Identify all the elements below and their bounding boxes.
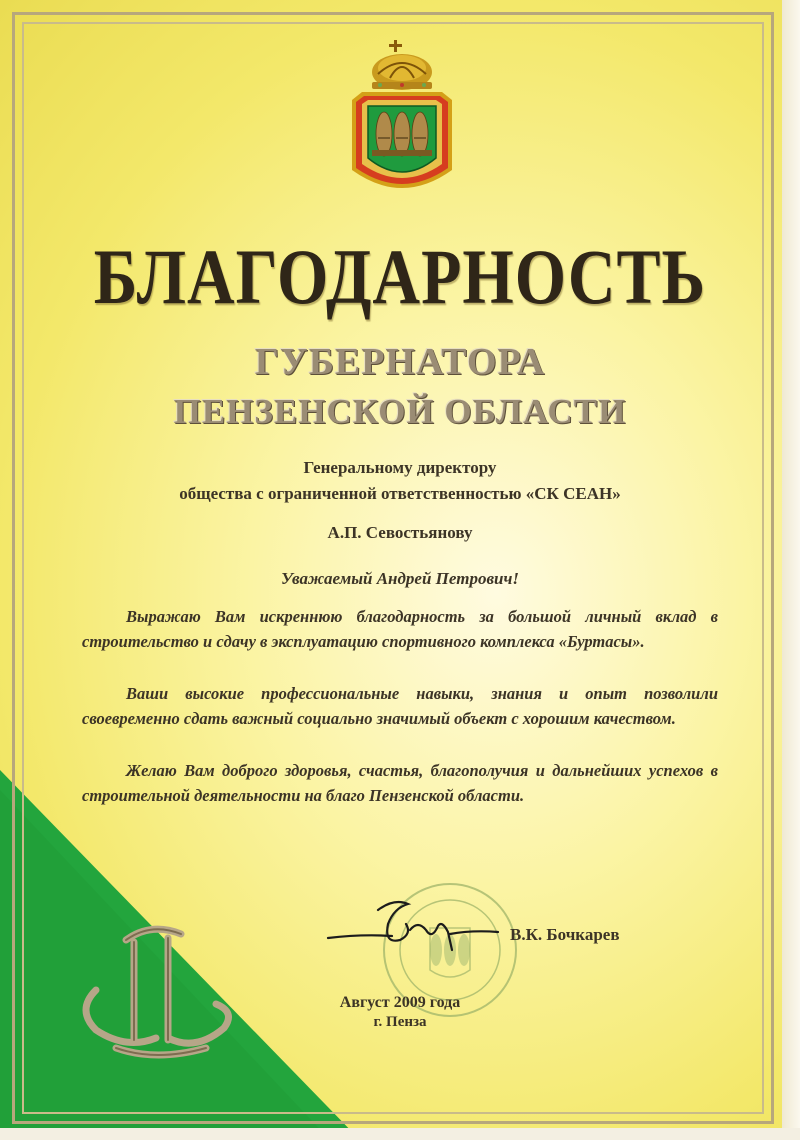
- handwritten-signature-icon: [322, 890, 502, 970]
- page-edge-bottom: [0, 1128, 800, 1140]
- page-edge-right: [782, 0, 800, 1140]
- certificate-subtitle-line1: ГУБЕРНАТОРА: [254, 341, 546, 383]
- addressee-name: А.П. Севостьянову: [327, 523, 473, 542]
- issue-date: Август 2009 года: [339, 994, 461, 1011]
- body-paragraph-1: Выражаю Вам искреннюю благодарность за большой личный вклад в строительство и сдачу в эксплуатацию спортивного комплекса «Буртасы».: [82, 607, 718, 651]
- addressee-company: общества с ограниченной ответственностью «СК СЕАН»: [179, 484, 621, 503]
- issue-city: г. Пенза: [373, 1014, 427, 1030]
- addressee-position: Генеральному директору: [303, 458, 497, 477]
- coat-of-arms-icon: [342, 38, 462, 198]
- body-paragraph-2: Ваши высокие профессиональные навыки, знания и опыт позволили своевременно сдать важный социально значимый объект с хорошим качеством.: [82, 684, 718, 728]
- greeting: Уважаемый Андрей Петрович!: [280, 569, 520, 588]
- certificate-title: БЛАГОДАРНОСТЬ: [93, 234, 707, 321]
- certificate-subtitle-line2: ПЕНЗЕНСКОЙ ОБЛАСТИ: [173, 392, 627, 431]
- monogram-icon: [56, 920, 246, 1070]
- signer-name: В.К. Бочкарев: [510, 925, 620, 944]
- body-paragraph-3: Желаю Вам доброго здоровья, счастья, благополучия и дальнейших успехов в строительной деятельности на благо Пензенской области.: [82, 761, 718, 805]
